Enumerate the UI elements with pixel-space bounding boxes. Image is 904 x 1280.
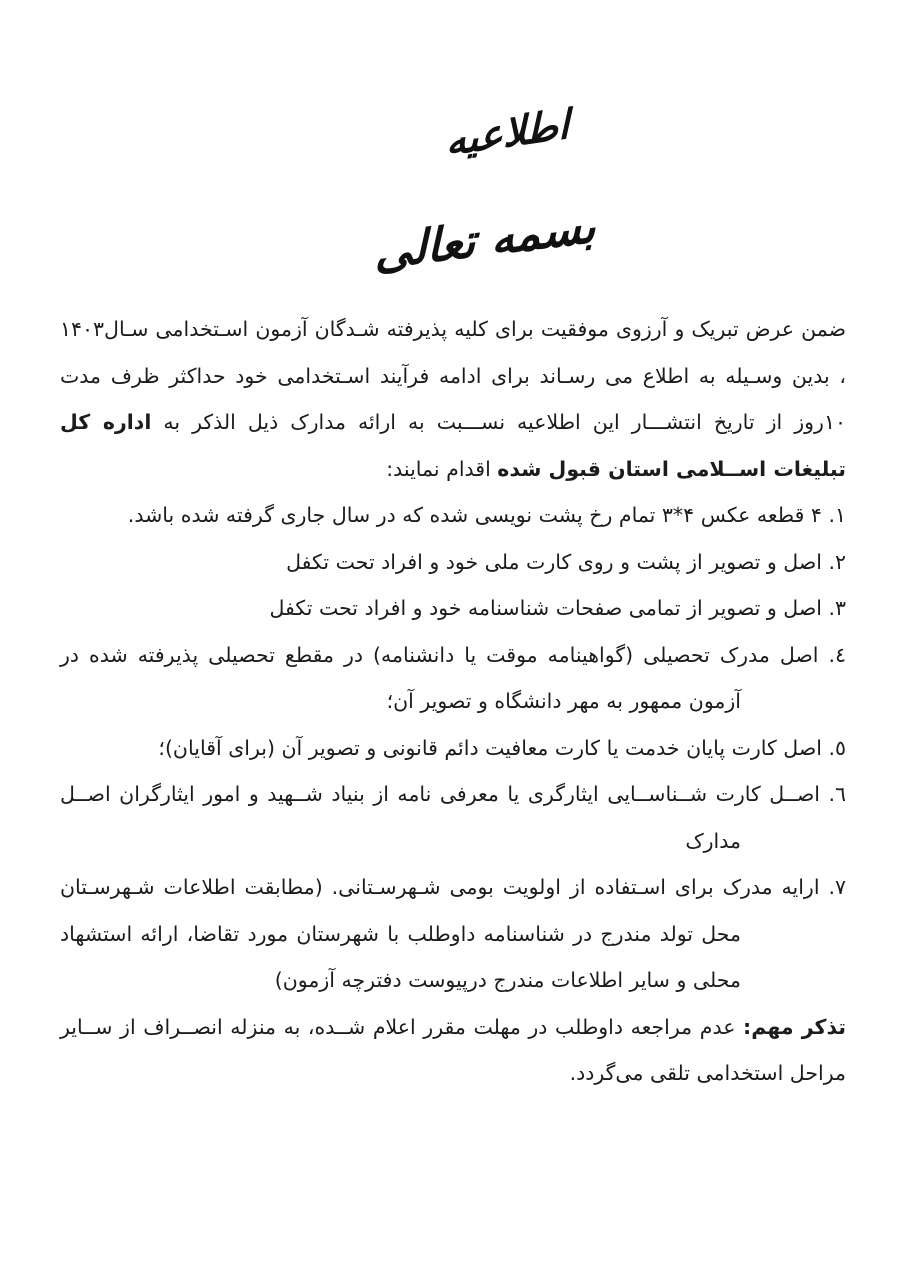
list-item-number: ۷. — [828, 875, 846, 899]
list-item-text: اصل مدرک تحصیلی (گواهینامه موقت یا دانشنامه) در مقطع تحصیلی پذیرفته شده در آزمون ممهور به مهر دانشگاه و تصویر آن؛ — [60, 642, 819, 713]
list-item — [60, 585, 846, 632]
list-item-number: ۳. — [828, 596, 846, 620]
important-note-label: تذکر مهم: — [743, 1014, 846, 1039]
requirements-list — [60, 492, 846, 1004]
bismillah-heading — [60, 198, 846, 280]
document-body — [60, 306, 846, 1097]
intro-text-end: اقدام نمایند: — [386, 456, 498, 481]
list-item — [60, 492, 846, 539]
list-item-text: اصل و تصویر از تمامی صفحات شناسنامه خود و افراد تحت تکفل — [269, 596, 822, 620]
list-item-text: ۴ قطعه عکس ۴*۳ تمام رخ پشت نویسی شده که در سال جاری گرفته شده باشد. — [127, 503, 822, 527]
list-item-number: ۱. — [828, 503, 846, 527]
list-item-text: اصل کارت پایان خدمت یا کارت معافیت دائم قانونی و تصویر آن (برای آقایان)؛ — [158, 735, 822, 760]
list-item-number: ٤. — [828, 642, 846, 667]
intro-bold-office-name: اداره کل تبلیغات اســلامی استان قبول شده — [60, 410, 846, 481]
list-item — [60, 771, 846, 864]
list-item-text: اصــل کارت شــناســایی ایثارگری یا معرفی نامه از بنیاد شــهید و امور ایثارگران اصــل مدارک — [60, 782, 820, 853]
list-item — [60, 632, 846, 725]
bismillah-text: بسمه تعالی — [373, 198, 596, 280]
list-item-text: اصل و تصویر از پشت و روی کارت ملی خود و افراد تحت تکفل — [286, 549, 822, 574]
document-content — [0, 101, 904, 1097]
list-item-number: ٦. — [828, 782, 846, 806]
list-item-number: ۲. — [828, 549, 846, 574]
notice-title-text: اطلاعیه — [445, 101, 570, 166]
list-item-text: ارایه مدرک برای اسـتفاده از اولویت بومی شـهرسـتانی. (مطابقت اطلاعات شـهرسـتان محل تولد مندرج در شناسنامه داوطلب با شهرستان مورد تقاضا، ارائه استشهاد محلی و سایر اطلاعات مندرج درپیوست دفترچه آزمون) — [60, 875, 820, 992]
list-item — [60, 725, 846, 772]
notice-title — [60, 101, 846, 166]
list-item — [60, 539, 846, 586]
intro-text-start: ضمن عرض تبریک و آرزوی موفقیت برای کلیه پذیرفته شـدگان آزمون اسـتخدامی سـال۱۴۰۳ ، بدین وسـیله به اطلاع می رسـاند برای ادامه فرآیند اسـتخدامی خود حداکثر ظرف مدت ۱۰روز از تاریخ انتشـــار این اطلاعیه نســـبت به ارائه مدارک ذیل الذکر به — [60, 317, 846, 434]
important-note-text: عدم مراجعه داوطلب در مهلت مقرر اعلام شــده، به منزله انصــراف از ســایر مراحل استخدامی تلقی می‌گردد. — [60, 1014, 846, 1085]
important-note — [60, 1004, 846, 1097]
intro-paragraph — [60, 306, 846, 492]
list-item — [60, 864, 846, 1004]
list-item-number: ٥. — [828, 735, 846, 760]
